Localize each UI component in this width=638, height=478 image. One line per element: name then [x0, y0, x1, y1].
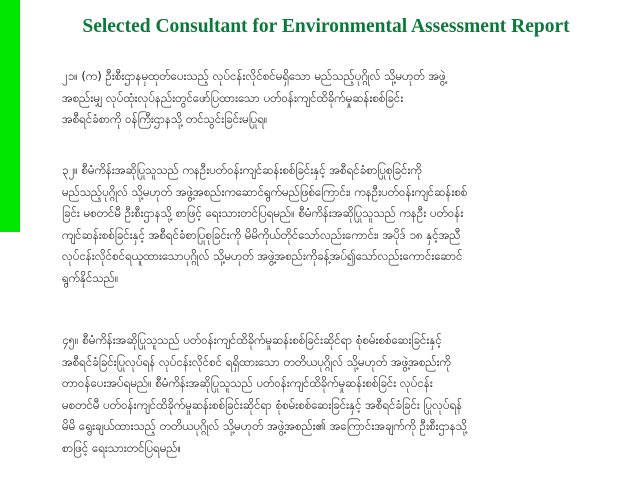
- paragraph-line: လုပ်ငန်းလိုင်စင်ရယူထားသောပုဂ္ဂိုလ် သို့မဟုတ် အဖွဲ့အစည်းကိုခန့်အပ်၍သော်လည်းကောင်းဆောင်: [62, 249, 463, 263]
- paragraph-45: [62, 330, 622, 459]
- paragraph-line: အစည်းမျှ လုပ်ထုံးလုပ်နည်းတွင်ဖော်ပြထားသော ပတ်ဝန်းကျင်ထိခိုက်မှုဆန်းစစ်ခြင်း: [62, 90, 404, 105]
- paragraph-line: ရွက်နိုင်သည်။: [62, 270, 119, 285]
- page-title: Selected Consultant for Environmental Assessment Report: [82, 16, 570, 37]
- paragraph-line: မစတင်မီ ပတ်ဝန်းကျင်ထိခိုက်မှုဆန်းစစ်ခြင်းဆိုင်ရာ စုံစမ်းစစ်ဆေးခြင်းနှင့် အစီရင်ခံခြင်း ပြုလုပ်ရန်: [62, 397, 463, 412]
- paragraph-line: မိမိ ရွေးချယ်ထားသည့် တတိယပုဂ္ဂိုလ် သို့မဟုတ် အဖွဲ့အစည်း၏ အကြောင်းအချက်ကို ဦးစီးဌာနသို့: [62, 419, 467, 433]
- paragraph-line: မည်သည့်ပုဂ္ဂိုလ် သို့မဟုတ် အဖွဲ့အစည်းကဆောင်ရွက်မည်ဖြစ်ကြောင်း၊ ကနဦးပတ်ဝန်းကျင်ဆန်းစစ်: [62, 184, 468, 199]
- paragraph-line: တာဝန်ပေးအပ်ရမည်။ စီမံကိန်းအဆိုပြုသူသည် ပတ်ဝန်းကျင်ထိခိုက်မှုဆန်းစစ်ခြင်း လုပ်ငန်း: [62, 376, 433, 390]
- paragraph-line: ၄၅။ စီမံကိန်းအဆိုပြုသူသည် ပတ်ဝန်းကျင်ထိခိုက်မှုဆန်းစစ်ခြင်းဆိုင်ရာ စုံစမ်းစစ်ဆေးခြင်းနှင့်: [62, 333, 442, 347]
- accent-bar: [0, 0, 20, 232]
- paragraph-line: အစီရင်ခံစာကို ဝန်ကြီးဌာနသို့ တင်သွင်းခြင်းမပြုရ။: [62, 112, 268, 126]
- paragraph-line: ကျင်ဆန်းစစ်ခြင်းနှင့် အစီရင်ခံစာပြုစုခြင်းကို မိမိကိုယ်တိုင်သော်လည်းကောင်း၊ အပိုဒ် ၁၈ နှင့်အညီ: [62, 227, 461, 242]
- paragraph-line: စာဖြင့် ရေးသားတင်ပြရမည်။: [62, 440, 182, 455]
- paragraph-line: ၃၂။ စီမံကိန်းအဆိုပြုသူသည် ကနဦးပတ်ဝန်းကျင်ဆန်းစစ်ခြင်းနှင့် အစီရင်ခံစာပြုစုခြင်းကို: [62, 163, 422, 177]
- paragraph-line: ခြင်း မစတင်မီ ဦးစီးဌာနသို့ စာဖြင့် ရေးသားတင်ပြရမည်။ စီမံကိန်းအဆိုပြုသူသည် ကနဦး ပတ်ဝန်း: [62, 206, 464, 220]
- paragraph-21: [62, 66, 622, 131]
- paragraph-line: အစီရင်ခံခြင်းပြုလုပ်ရန် လုပ်ငန်းလိုင်စင် ရရှိထားသော တတိယပုဂ္ဂိုလ် သို့မဟုတ် အဖွဲ့အစည်းကို: [62, 354, 451, 369]
- paragraph-32: [62, 160, 622, 289]
- paragraph-line: ၂၁။ (က) ဦးစီးဌာနမှထုတ်ပေးသည့် လုပ်ငန်းလိုင်စင်မရှိသော မည်သည့်ပုဂ္ဂိုလ် သို့မဟုတ် အဖွဲ့: [62, 69, 446, 83]
